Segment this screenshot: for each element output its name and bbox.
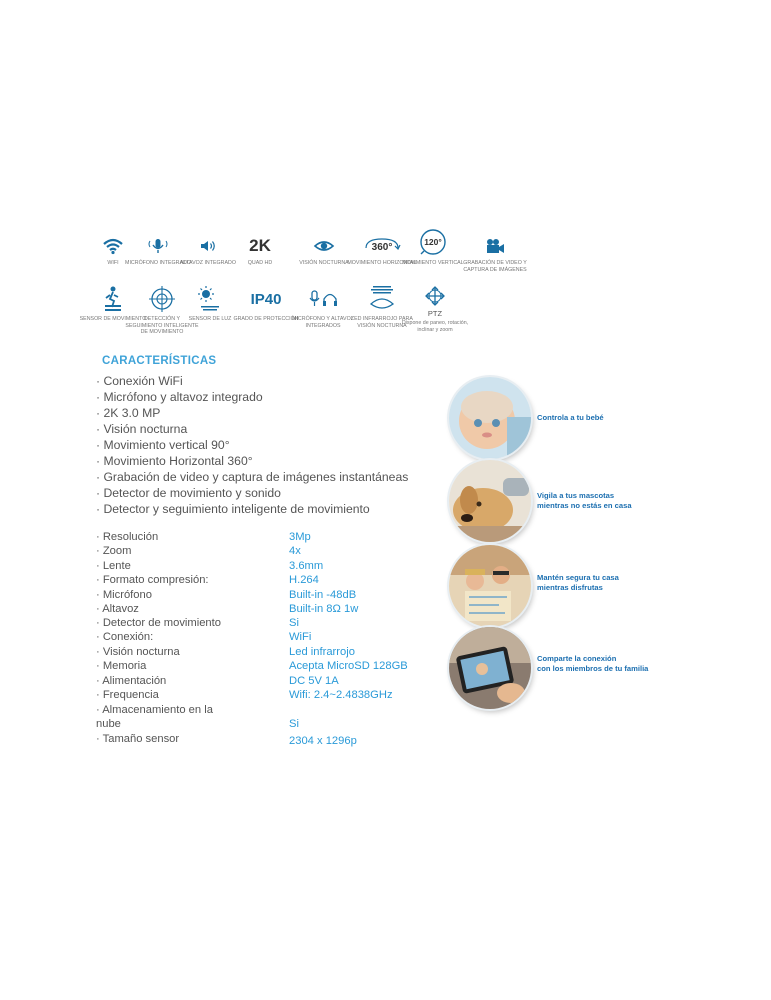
feature-2k [223, 234, 297, 267]
spec-value: Built-in 8Ω 1w [289, 603, 359, 615]
pet-photo [449, 460, 531, 542]
section-title: CARACTERÍSTICAS [102, 355, 217, 367]
feature-label: MOVIMIENTO VERTICAL [402, 260, 464, 266]
spec-label: · Resolución [96, 531, 159, 543]
feature-label: Dispone de paneo, rotación, inclinar y zoom [401, 320, 469, 333]
baby-photo [449, 377, 531, 459]
feature-item: · Movimiento Horizontal 360° [96, 454, 253, 468]
svg-text:360°: 360° [371, 242, 393, 253]
video-camera-icon [458, 234, 532, 258]
spec-label: · Altavoz [96, 603, 139, 615]
feature-label: MICRÓFONO INTEGRADO [125, 260, 191, 266]
spec-label: · Frequencia [96, 689, 159, 701]
ptz-text: PTZ [427, 309, 443, 318]
promo-line: con los miembros de tu familia [537, 664, 649, 673]
spec-value: 2304 x 1296p [289, 735, 357, 747]
feature-item: · Detector y seguimiento inteligente de movimiento [96, 502, 370, 516]
spec-value: Wifi: 2.4~2.4838GHz [289, 689, 393, 701]
promo-line: mientras disfrutas [537, 583, 603, 592]
spec-value: Si [289, 617, 299, 629]
spec-label: · Zoom [96, 545, 132, 557]
feature-label: MOVIMIENTO HORIZONTAL [347, 260, 417, 266]
feature-label: LED INFRARROJO PARA VISIÓN NOCTURNA [351, 316, 413, 329]
feature-video-recording [458, 234, 532, 273]
spec-value: 4x [289, 545, 301, 557]
spec-label: · Tamaño sensor [96, 733, 180, 745]
spec-value: Built-in -48dB [289, 589, 357, 601]
feature-item: · Micrófono y altavoz integrado [96, 390, 263, 404]
2k-text-icon: 2K [249, 236, 271, 255]
spec-value: 3Mp [289, 531, 311, 543]
feature-label: DETECCIÓN Y SEGUIMIENTO INTELIGENTE DE MOVIMIENTO [125, 316, 199, 336]
feature-label: SENSOR DE MOVIMIENTO [79, 316, 147, 322]
spec-label: · Conexión: [96, 631, 154, 643]
spec-label: · Formato compresión: [96, 574, 209, 586]
ip40-text-icon: IP40 [250, 290, 282, 308]
feature-label: VISIÓN NOCTURNA [299, 260, 349, 266]
spec-label: · Micrófono [96, 589, 152, 601]
promo-line: Comparte la conexión [537, 654, 617, 663]
spec-label: · Detector de movimiento [96, 617, 221, 629]
spec-label: · Lente [96, 560, 131, 572]
spec-value: H.264 [289, 574, 319, 586]
feature-ptz [398, 284, 472, 333]
promo-text [537, 491, 632, 511]
feature-label: GRABACIÓN DE VIDEO Y CAPTURA DE IMÁGENES [463, 260, 527, 273]
promo-text [537, 413, 604, 423]
feature-label: QUAD HD [247, 260, 273, 266]
promo-line: mientras no estás en casa [537, 501, 632, 510]
promo-line: Controla a tu bebé [537, 413, 604, 422]
spec-label: · Almacenamiento en la [96, 704, 213, 716]
family-photo [449, 627, 531, 709]
spec-value: WiFi [289, 631, 312, 643]
feature-item: · Visión nocturna [96, 422, 188, 436]
travel-photo [449, 545, 531, 627]
spec-value: Acepta MicroSD 128GB [289, 660, 408, 672]
promo-line: Mantén segura tu casa [537, 573, 619, 582]
feature-item: · 2K 3.0 MP [96, 406, 161, 420]
feature-label: WIFI [107, 260, 119, 266]
spec-label-continued: nube [96, 718, 121, 730]
feature-label: SENSOR DE LUZ [188, 316, 232, 322]
spec-value: DC 5V 1A [289, 675, 339, 687]
ptz-icon [398, 284, 472, 308]
feature-label: ALTAVOZ INTEGRADO [180, 260, 236, 266]
promo-line: Vigila a tus mascotas [537, 491, 615, 500]
feature-item: · Movimiento vertical 90° [96, 438, 230, 452]
spec-value: 3.6mm [289, 560, 324, 572]
spec-label: · Alimentación [96, 675, 167, 687]
feature-label: GRADO DE PROTECCIÓN [233, 316, 299, 322]
spec-label: · Memoria [96, 660, 147, 672]
feature-item: · Detector de movimiento y sonido [96, 486, 281, 500]
svg-text:120°: 120° [424, 237, 442, 247]
feature-item: · Grabación de video y captura de imágenes instantáneas [96, 470, 409, 484]
promo-text [537, 573, 619, 593]
feature-label: MICRÓFONO Y ALTAVOZ INTEGRADOS [292, 316, 354, 329]
spec-value: Led infrarrojo [289, 646, 355, 658]
spec-value: Si [289, 718, 299, 730]
spec-label: · Visión nocturna [96, 646, 180, 658]
promo-text [537, 654, 648, 674]
feature-item: · Conexión WiFi [96, 374, 183, 388]
